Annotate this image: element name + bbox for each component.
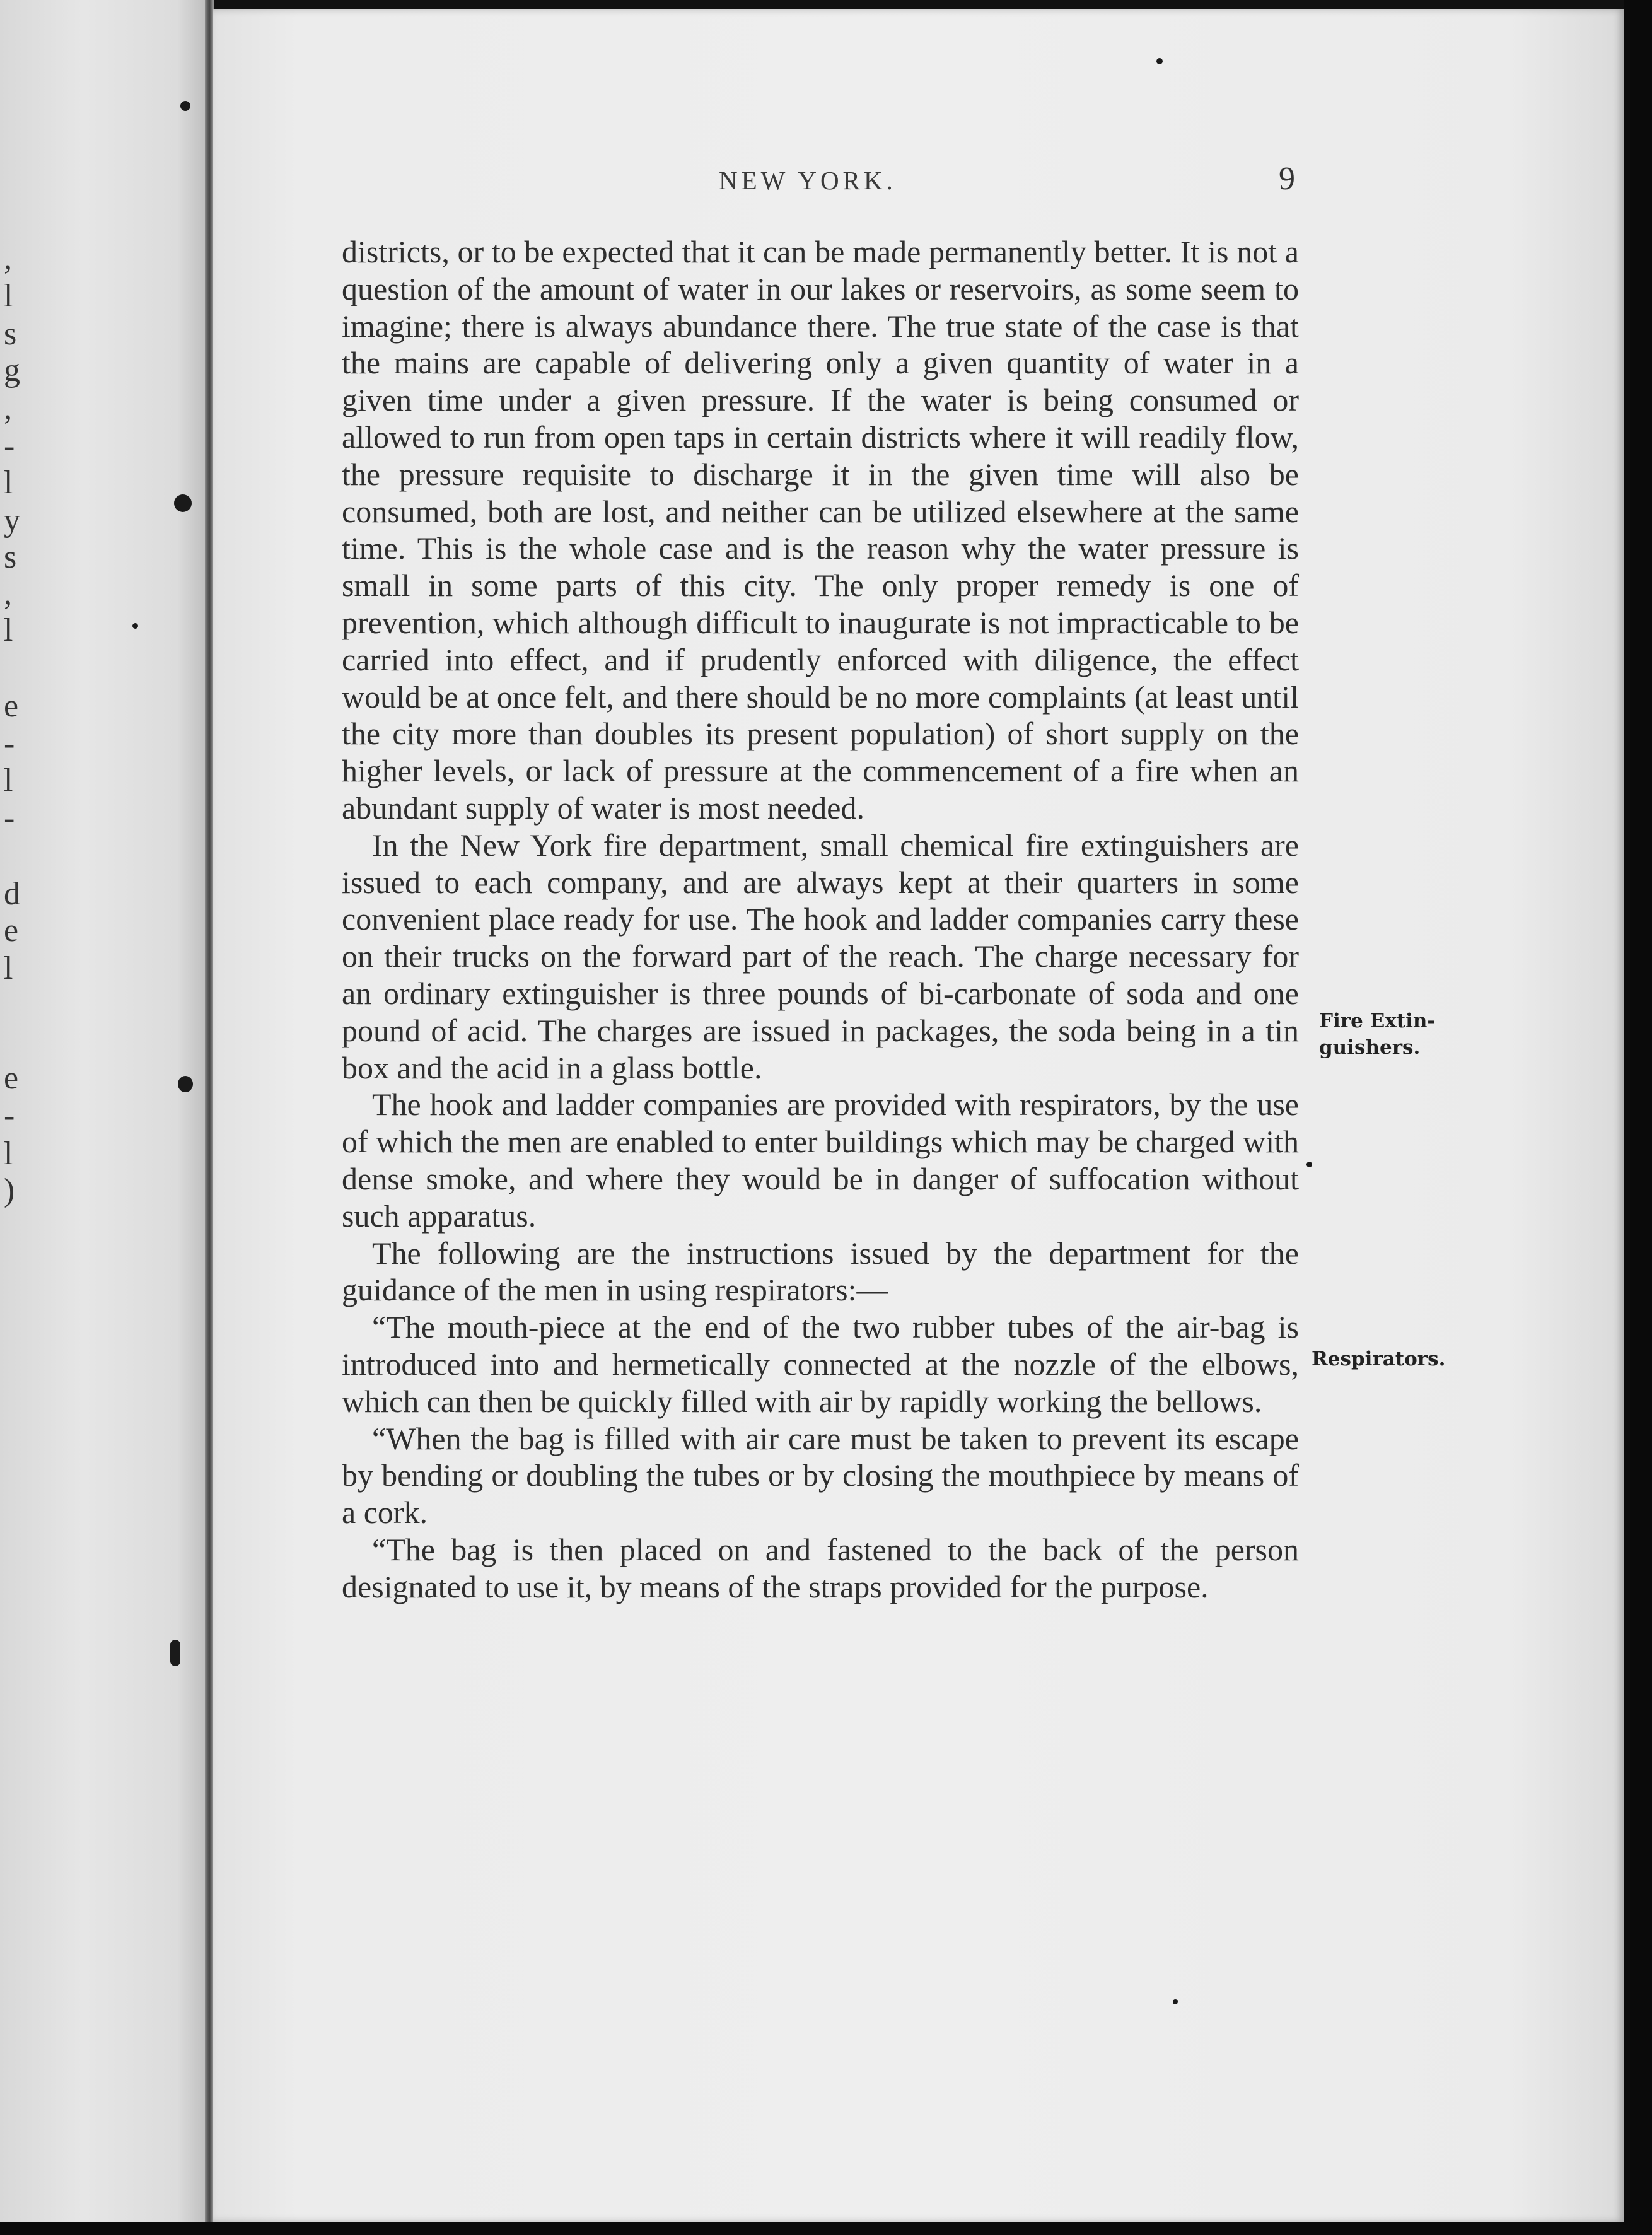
fragment-char: l [4,278,13,314]
side-note-line: guishers. [1319,1036,1421,1059]
paragraph-instructions-intro: The following are the instructions issued by the department for the guidance of the men in using respirators:— [342,1235,1299,1308]
scan-speck [170,1640,180,1666]
fragment-char: , [4,390,12,426]
body-text [342,233,1299,1605]
scan-right-border [1624,0,1652,2235]
scan-speck [1156,58,1163,64]
fragment-char: ) [4,1172,15,1208]
fragment-char: s [4,316,17,352]
fragment-char: - [4,726,15,762]
previous-page-edge [0,0,208,2235]
fragment-char: e [4,913,19,948]
scan-speck [1306,1162,1312,1167]
fragment-char: e [4,1060,19,1096]
paragraph-fire-extinguishers: In the New York fire department, small chemical fire extinguishers are issued to each company, and are always kept at their quarters in some convenient place ready for use. The hook and ladder companies carry these on their trucks on the forward part of the reach. The charge necessary for an ordinary extinguisher is three pounds of bi-carbonate of soda and one pound of acid. The charges are issued in packages, the soda being in a tin box and the acid in a glass bottle. [342,827,1299,1085]
fragment-char: e [4,688,19,724]
scan-speck [174,494,192,512]
fragment-char: - [4,800,15,836]
fragment-char: g [4,353,20,388]
paragraph-quote-bag-placed: “The bag is then placed on and fastened to the back of the person designated to use it, by means of the straps provided for the purpose. [342,1531,1299,1604]
fragment-char: , [4,240,12,276]
fragment-char: l [4,950,13,986]
scan-speck [180,101,190,111]
paragraph-water-pressure: districts, or to be expected that it can be made permanently better. It is not a question of the amount of water in our lakes or reservoirs, as some seem to imagine; there is always abundance there. The true state of the case is that the mains are capable of delivering only a given quantity of water in a given time under a given pressure. If the water is being consumed or allowed to run from open taps in certain districts where it will readily flow, the pressure requisite to discharge it in the given time will also be consumed, both are lost, and neither can be utilized elsewhere at the same time. This is the whole case and is the reason why the water pressure is small in some parts of this city. The only proper remedy is one of prevention, which although difficult to inaugurate is not impracticable to be carried into effect, and if prudently enforced with diligence, the effect would be at once felt, and there should be no more complaints (at least until the city more than doubles its present population) of short supply on the higher levels, or lack of pressure at the commencement of a fire when an abundant supply of water is most needed. [342,234,1299,826]
page-number: 9 [1279,161,1295,197]
fragment-char: l [4,762,13,798]
side-note-fire-extinguishers [1319,1008,1435,1061]
fragment-char: - [4,428,15,464]
fragment-char: d [4,876,20,912]
previous-page-text-fragments [0,0,57,2235]
fragment-char: - [4,1098,15,1134]
side-note-line: Fire Extin- [1319,1010,1436,1032]
fragment-char: l [4,1136,13,1172]
scan-bottom-border [0,2222,1652,2235]
fragment-char: l [4,465,13,501]
fragment-char: s [4,539,17,575]
side-note-respirators: Respirators. [1312,1348,1446,1370]
scan-speck [132,623,138,629]
fragment-char: l [4,612,13,648]
fragment-char: y [4,503,20,539]
scan-speck [1173,1999,1178,2004]
scan-speck [178,1076,193,1092]
book-spine [205,0,214,2235]
paragraph-quote-bag-filled: “When the bag is filled with air care must be taken to prevent its escape by bending or doubling the tubes or by closing the mouthpiece by means of a cork. [342,1420,1299,1531]
paragraph-respirators: The hook and ladder companies are provided with respirators, by the use of which the men are enabled to enter buildings which may be charged with dense smoke, and where they would be in danger of suffocation without such apparatus. [342,1087,1299,1234]
fragment-char: , [4,576,12,612]
running-header: NEW YORK. [719,166,897,195]
paragraph-quote-mouthpiece: “The mouth-piece at the end of the two rubber tubes of the air-bag is introduced into and hermetically connected at the nozzle of the elbows, which can then be quickly filled with air by rapidly working the bellows. [342,1309,1299,1419]
